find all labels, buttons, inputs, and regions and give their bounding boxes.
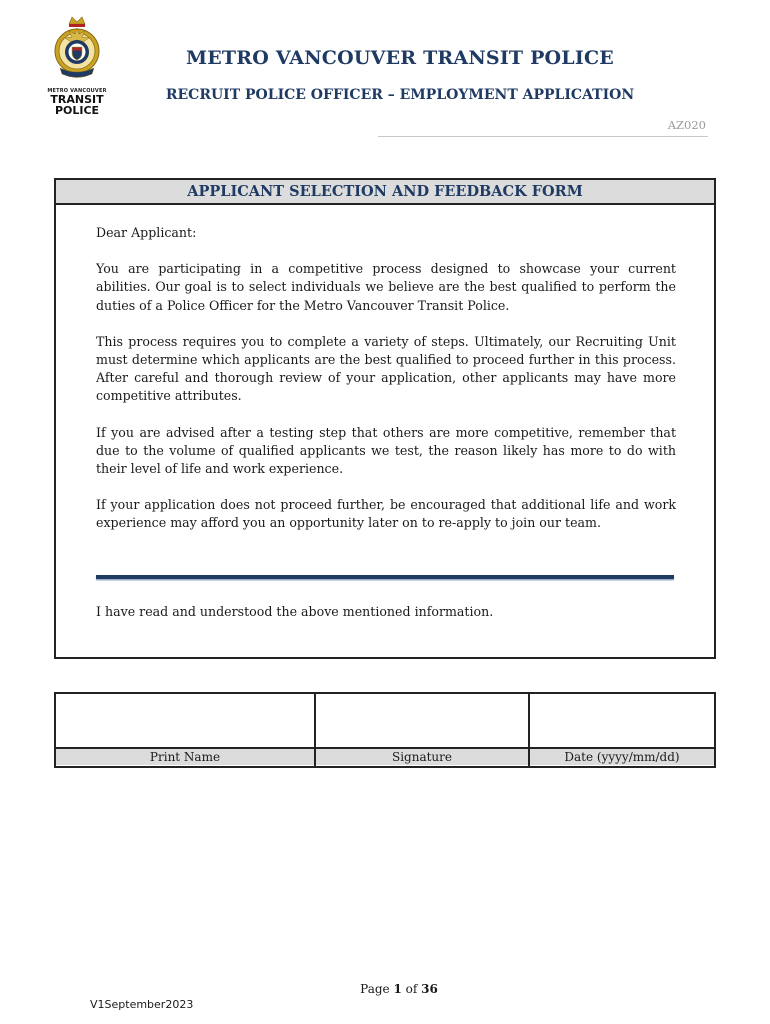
page-total: 36 [421, 982, 438, 996]
salutation: Dear Applicant: [96, 225, 197, 240]
page-prefix: Page [360, 982, 394, 996]
signature-column [314, 694, 528, 766]
organization-title: METRO VANCOUVER TRANSIT POLICE [186, 47, 614, 69]
form-title: APPLICANT SELECTION AND FEEDBACK FORM [56, 180, 714, 205]
print-name-label: Print Name [56, 747, 314, 765]
page-number [0, 982, 770, 996]
date-field[interactable] [530, 694, 714, 747]
signature-field[interactable] [316, 694, 528, 747]
print-name-column [56, 694, 314, 766]
logo-text-line2: TRANSIT [50, 93, 104, 106]
date-column [528, 694, 714, 766]
police-crest-icon [52, 14, 102, 86]
acknowledgement-text: I have read and understood the above mentioned information. [96, 604, 494, 619]
feedback-form-box [54, 178, 716, 659]
letter-paragraph-2: This process requires you to complete a variety of steps. Ultimately, our Recruiting Unit must determine which applicants are the best qualified to proceed further in this process. After careful and thorough review of your application, other applicants may have more competitive attributes. [96, 333, 676, 404]
page-of: of [401, 982, 422, 996]
letter-paragraph-3: If you are advised after a testing step that others are more competitive, remember that due to the volume of qualified applicants we test, the reason likely has more to do with their level of life and work experience. [96, 424, 676, 477]
signature-label: Signature [316, 747, 528, 765]
date-label: Date (yyyy/mm/dd) [530, 747, 714, 765]
application-title: RECRUIT POLICE OFFICER – EMPLOYMENT APPLICATION [165, 87, 635, 103]
transit-police-logo [46, 14, 108, 118]
logo-text-line3: POLICE [54, 104, 100, 117]
signature-table [54, 692, 716, 768]
logo-text-line1: METRO VANCOUVER [47, 88, 107, 94]
letter-paragraph-1: You are participating in a competitive process designed to showcase your current abilities. Our goal is to select individuals we believe are the best qualified to perform the duties of a Police Officer for the Metro Vancouver Transit Police. [96, 261, 676, 313]
form-code: AZ020 [667, 118, 706, 132]
letter-paragraph-4: If your application does not proceed further, be encouraged that additional life and work experience may afford you an opportunity later on to re-apply to join our team. [96, 497, 676, 531]
version-label: V1September2023 [90, 998, 194, 1011]
print-name-field[interactable] [56, 694, 314, 747]
section-divider [96, 575, 674, 579]
page-current: 1 [393, 982, 402, 996]
header-divider [378, 136, 708, 137]
letter-body [96, 224, 676, 551]
